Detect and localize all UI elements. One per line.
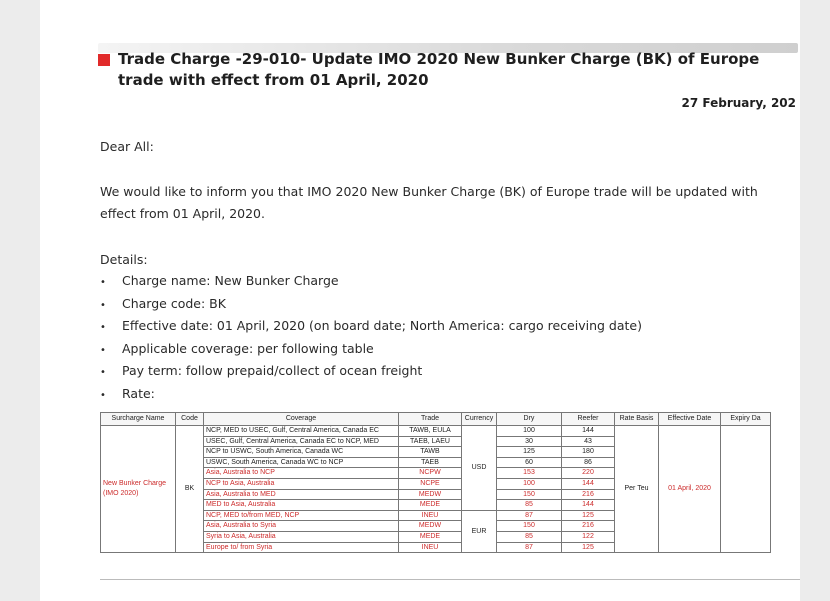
column-header: Rate Basis bbox=[615, 413, 659, 426]
bullet-icon: • bbox=[100, 389, 106, 401]
table-bottom-rule bbox=[100, 579, 800, 580]
table-cell: 30 bbox=[497, 436, 562, 447]
table-cell: 122 bbox=[562, 531, 615, 542]
code-cell: BK bbox=[176, 426, 204, 553]
table-cell: MED to Asia, Australia bbox=[204, 500, 399, 511]
table-cell: 125 bbox=[562, 542, 615, 553]
surcharge-name-cell: New Bunker Charge (IMO 2020) bbox=[101, 426, 176, 553]
notice-date: 27 February, 202 bbox=[681, 96, 796, 110]
table-cell: 180 bbox=[562, 447, 615, 458]
table-cell: 100 bbox=[497, 426, 562, 437]
table-row bbox=[101, 426, 771, 437]
table-cell: Asia, Australia to MED bbox=[204, 489, 399, 500]
column-header: Currency bbox=[462, 413, 497, 426]
table-cell: INEU bbox=[399, 542, 462, 553]
table-cell: 125 bbox=[562, 510, 615, 521]
table-cell: MEDW bbox=[399, 489, 462, 500]
table-cell: 85 bbox=[497, 500, 562, 511]
rate-table bbox=[100, 412, 771, 553]
table-cell: 150 bbox=[497, 489, 562, 500]
currency-cell: EUR bbox=[462, 510, 497, 552]
table-cell: Asia, Australia to Syria bbox=[204, 521, 399, 532]
table-cell: 216 bbox=[562, 489, 615, 500]
table-cell: 60 bbox=[497, 457, 562, 468]
table-cell: TAWB, EULA bbox=[399, 426, 462, 437]
table-cell: NCP to Asia, Australia bbox=[204, 478, 399, 489]
rate-table-container bbox=[100, 412, 800, 582]
table-cell: 86 bbox=[562, 457, 615, 468]
intro-paragraph: We would like to inform you that IMO 2020 New Bunker Charge (BK) of Europe trade will be updated with effect from 01 April, 2020. bbox=[100, 184, 758, 221]
table-cell: 85 bbox=[497, 531, 562, 542]
column-header: Trade bbox=[399, 413, 462, 426]
table-cell: TAWB bbox=[399, 447, 462, 458]
title-marker-icon bbox=[98, 54, 110, 66]
list-item: • Rate: bbox=[100, 383, 642, 406]
details-label: Details: bbox=[100, 252, 148, 267]
table-cell: 125 bbox=[497, 447, 562, 458]
table-cell: USEC, Gulf, Central America, Canada EC to NCP, MED bbox=[204, 436, 399, 447]
table-cell: 220 bbox=[562, 468, 615, 479]
expiry-date-cell bbox=[721, 426, 771, 553]
bullet-icon: • bbox=[100, 344, 106, 356]
table-cell: Europe to/ from Syria bbox=[204, 542, 399, 553]
table-cell: 87 bbox=[497, 542, 562, 553]
table-cell: TAEB bbox=[399, 457, 462, 468]
table-cell: 100 bbox=[497, 478, 562, 489]
table-cell: 216 bbox=[562, 521, 615, 532]
column-header: Expiry Da bbox=[721, 413, 771, 426]
rate-basis-cell: Per Teu bbox=[615, 426, 659, 553]
table-cell: USWC, South America, Canada WC to NCP bbox=[204, 457, 399, 468]
table-cell: NCPE bbox=[399, 478, 462, 489]
table-cell: 144 bbox=[562, 500, 615, 511]
list-item: • Charge name: New Bunker Charge bbox=[100, 270, 642, 293]
column-header: Surcharge Name bbox=[101, 413, 176, 426]
table-cell: Asia, Australia to NCP bbox=[204, 468, 399, 479]
details-list bbox=[100, 270, 642, 405]
table-cell: 153 bbox=[497, 468, 562, 479]
table-header-row bbox=[101, 413, 771, 426]
table-cell: 150 bbox=[497, 521, 562, 532]
table-cell: Syria to Asia, Australia bbox=[204, 531, 399, 542]
list-item: • Charge code: BK bbox=[100, 293, 642, 316]
table-cell: NCP to USWC, South America, Canada WC bbox=[204, 447, 399, 458]
table-cell: TAEB, LAEU bbox=[399, 436, 462, 447]
table-cell: NCPW bbox=[399, 468, 462, 479]
table-cell: 144 bbox=[562, 478, 615, 489]
column-header: Effective Date bbox=[659, 413, 721, 426]
bullet-icon: • bbox=[100, 322, 106, 333]
bullet-icon: • bbox=[100, 299, 106, 311]
table-cell: NCP, MED to/from MED, NCP bbox=[204, 510, 399, 521]
bullet-icon: • bbox=[100, 367, 106, 378]
greeting: Dear All: bbox=[100, 139, 154, 154]
table-cell: 87 bbox=[497, 510, 562, 521]
table-cell: MEDW bbox=[399, 521, 462, 532]
list-item: • Applicable coverage: per following table bbox=[100, 338, 642, 361]
column-header: Reefer bbox=[562, 413, 615, 426]
table-cell: MEDE bbox=[399, 500, 462, 511]
table-cell: NCP, MED to USEC, Gulf, Central America, Canada EC bbox=[204, 426, 399, 437]
currency-cell: USD bbox=[462, 426, 497, 511]
list-item: • Effective date: 01 April, 2020 (on board date; North America: cargo receiving date) bbox=[100, 315, 642, 338]
column-header: Code bbox=[176, 413, 204, 426]
document-page bbox=[40, 0, 800, 601]
bullet-icon: • bbox=[100, 277, 106, 288]
column-header: Coverage bbox=[204, 413, 399, 426]
notice-title: Trade Charge -29-010- Update IMO 2020 New Bunker Charge (BK) of Europe trade with effect from 01 April, 2020 bbox=[118, 50, 760, 89]
list-item: • Pay term: follow prepaid/collect of ocean freight bbox=[100, 360, 642, 383]
column-header: Dry bbox=[497, 413, 562, 426]
effective-date-cell: 01 April, 2020 bbox=[659, 426, 721, 553]
table-cell: INEU bbox=[399, 510, 462, 521]
table-cell: 43 bbox=[562, 436, 615, 447]
table-cell: 144 bbox=[562, 426, 615, 437]
table-cell: MEDE bbox=[399, 531, 462, 542]
